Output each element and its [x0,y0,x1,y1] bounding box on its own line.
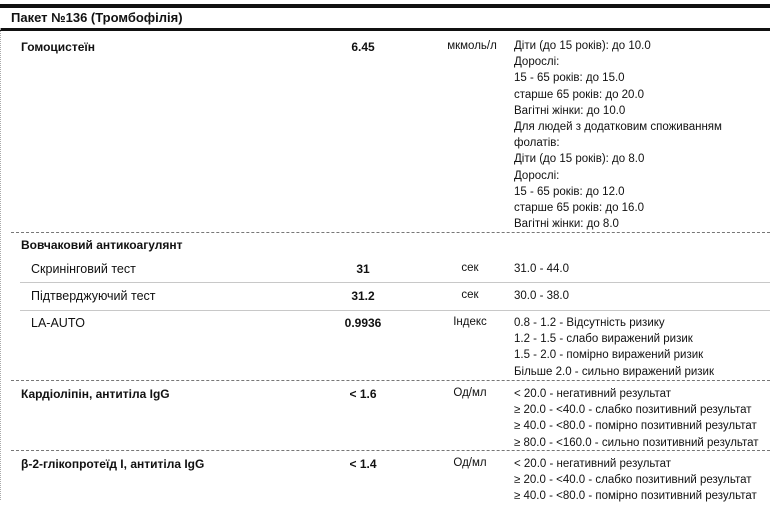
test-value-confirm: 31.2 [351,289,375,303]
ref-line: < 20.0 - негативний результат [514,388,672,400]
ref-line: Діти (до 15 років): до 8.0 [514,153,645,166]
top-border [0,4,770,8]
test-value-screening: 31 [356,262,370,276]
ref-line: 0.8 - 1.2 - Відсутність ризику [514,317,665,329]
left-margin-guide [0,28,1,500]
test-unit-la-auto: Індекс [453,316,487,328]
ref-line: Вагітні жінки: до 8.0 [514,218,619,231]
test-name-screening: Скринінговий тест [31,262,136,276]
ref-line: Дорослі: [514,56,560,69]
section-separator [11,450,770,451]
test-unit-cardiolipin: Од/мл [453,387,487,399]
ref-line: < 20.0 - негативний результат [514,458,672,470]
ref-line: ≥ 40.0 - <80.0 - помірно позитивний результат [514,420,757,433]
ref-line: ≥ 40.0 - <80.0 - помірно позитивний результат [514,490,757,503]
test-name-homocysteine: Гомоцистеїн [21,40,96,54]
ref-line: ≥ 20.0 - <40.0 - слабко позитивний результат [514,404,752,417]
section-separator [11,380,770,381]
ref-line: ≥ 20.0 - <40.0 - слабко позитивний результат [514,474,752,487]
test-name-la-auto: LA-AUTO [31,316,85,330]
ref-line: ≥ 80.0 - <160.0 - сильно позитивний результат [514,436,759,449]
ref-line: Для людей з додатковим споживанням [514,121,722,134]
section-separator [11,232,770,233]
test-unit-screening: сек [461,262,479,274]
reference-confirm [514,288,569,304]
reference-cardiolipin [514,386,759,451]
ref-line: Вагітні жінки: до 10.0 [514,104,626,117]
test-unit-confirm: сек [461,289,479,301]
reference-la-auto [514,315,714,380]
reference-beta2-glycoprotein [514,456,757,505]
test-value-la-auto: 0.9936 [344,316,382,330]
ref-line: Дорослі: [514,169,560,182]
ref-line: старше 65 років: до 16.0 [514,202,645,215]
reference-homocysteine [514,38,722,232]
row-divider [20,282,770,283]
test-value-homocysteine: 6.45 [351,40,375,54]
ref-line: 31.0 - 44.0 [514,263,569,275]
test-name-confirm: Підтверджуючий тест [31,289,156,303]
ref-line: 15 - 65 років: до 12.0 [514,185,625,198]
ref-line: старше 65 років: до 20.0 [514,88,645,101]
group-name-lupus: Вовчаковий антикоагулянт [21,238,183,252]
ref-line: Діти (до 15 років): до 10.0 [514,40,651,52]
package-title: Пакет №136 (Тромбофілія) [11,10,183,25]
test-unit-beta2-glycoprotein: Од/мл [453,457,487,469]
test-name-cardiolipin: Кардіоліпін, антитіла IgG [21,387,170,401]
ref-line: фолатів: [514,137,560,150]
ref-line: 30.0 - 38.0 [514,290,569,302]
test-name-beta2-glycoprotein: β-2-глікопротеїд I, антитіла IgG [21,457,205,471]
test-value-cardiolipin: < 1.6 [349,387,377,401]
ref-line: 15 - 65 років: до 15.0 [514,72,625,85]
ref-line: 1.2 - 1.5 - слабо виражений ризик [514,333,693,346]
ref-line: 1.5 - 2.0 - помірно виражений ризик [514,349,704,362]
ref-line: Більше 2.0 - сильно виражений ризик [514,365,714,378]
row-divider [20,310,770,311]
reference-screening [514,261,569,277]
test-value-beta2-glycoprotein: < 1.4 [349,457,377,471]
test-unit-homocysteine: мкмоль/л [447,40,497,52]
package-title-underline [0,28,770,31]
